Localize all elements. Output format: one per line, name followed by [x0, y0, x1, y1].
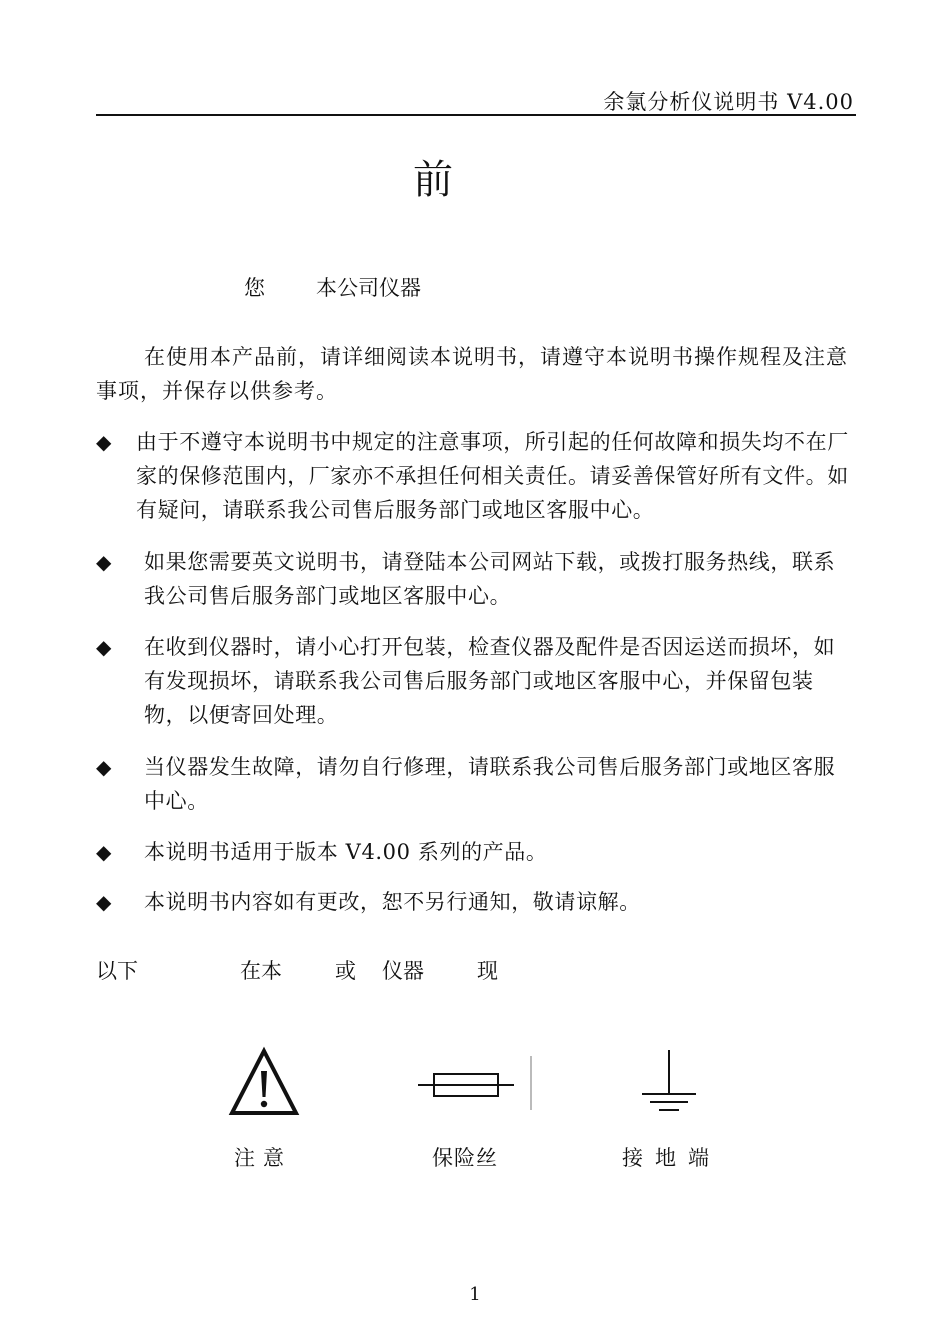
symbol-label-caution: 注意 — [234, 1146, 292, 1170]
header-rule — [96, 114, 856, 116]
page-title: 前 — [413, 157, 453, 203]
bullet-text: 当仪器发生故障，请勿自行修理，请联系我公司售后服务部门或地区客服中心。 — [144, 755, 836, 813]
bullet-text: 本说明书适用于版本 V4.00 系列的产品。 — [144, 840, 548, 864]
document-header-title: 余氯分析仪说明书 V4.00 — [603, 90, 854, 114]
bullet-text: 在收到仪器时，请小心打开包装，检查仪器及配件是否因运送而损坏，如有发现损坏，请联系我公司售后服务部门或地区客服中心，并保留包装物，以便寄回处理。 — [144, 635, 836, 727]
legend-intro-word: 仪器 — [382, 959, 424, 983]
bullet-text: 如果您需要英文说明书，请登陆本公司网站下载，或拨打服务热线，联系我公司售后服务部门或地区客服中心。 — [144, 550, 836, 608]
bullet-text: 本说明书内容如有更改，恕不另行通知，敬请谅解。 — [144, 890, 641, 914]
legend-intro-word: 在本 — [240, 959, 282, 983]
legend-intro-word: 以下 — [96, 959, 138, 983]
bullet-item — [96, 545, 856, 615]
diamond-bullet-icon: ◆ — [96, 550, 112, 574]
greeting-part-2: 本公司仪器 — [316, 276, 421, 300]
bullet-text: 由于不遵守本说明书中规定的注意事项，所引起的任何故障和损失均不在厂家的保修范围内，厂家亦不承担任何相关责任。请妥善保管好所有文件。如有疑问，请联系我公司售后服务部门或地区客服中心。 — [136, 430, 849, 522]
ground-icon — [628, 1046, 718, 1118]
legend-intro-word: 或 — [335, 959, 356, 983]
diamond-bullet-icon: ◆ — [96, 430, 112, 454]
bullet-item — [96, 630, 856, 734]
warning-triangle-icon — [228, 1045, 300, 1119]
bullet-item — [96, 885, 856, 921]
greeting-part-1: 您 — [244, 276, 265, 300]
diamond-bullet-icon: ◆ — [96, 890, 112, 914]
bullet-item — [96, 425, 856, 535]
bullet-item — [96, 750, 856, 820]
page-number: 1 — [469, 1284, 481, 1305]
bullet-item — [96, 835, 856, 871]
symbol-label-fuse: 保险丝 — [432, 1146, 498, 1170]
diamond-bullet-icon: ◆ — [96, 755, 112, 779]
diamond-bullet-icon: ◆ — [96, 840, 112, 864]
legend-intro-word: 现 — [477, 959, 498, 983]
diamond-bullet-icon: ◆ — [96, 635, 112, 659]
symbol-label-ground: 接地端 — [622, 1146, 721, 1170]
intro-paragraph: 在使用本产品前，请详细阅读本说明书，请遵守本说明书操作规程及注意事项，并保存以供参考。 — [96, 345, 848, 403]
fuse-icon — [414, 1052, 544, 1114]
